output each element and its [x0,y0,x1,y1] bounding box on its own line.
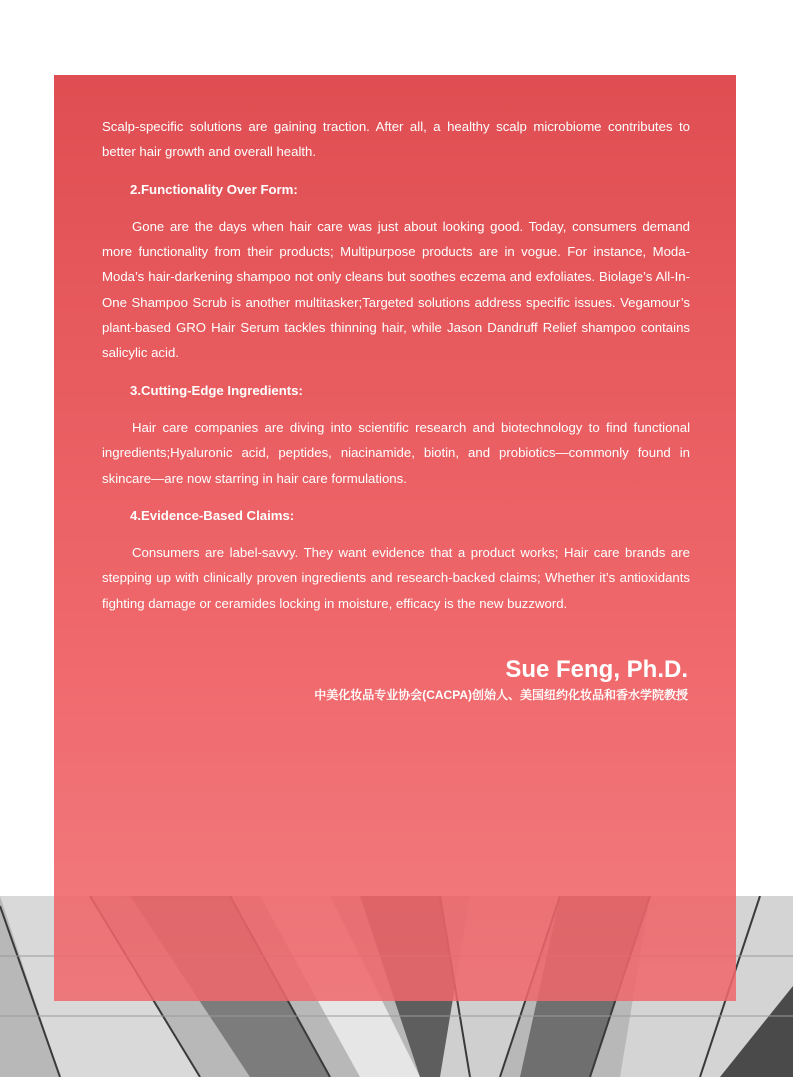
heading-functionality: 2.Functionality Over Form: [130,181,298,197]
paragraph-claims: Consumers are label-savvy. They want evidence that a product works; Hair care brands are stepping up with clinically proven ingredients and research-backed claims; Whether it’s antioxidants fighting damage or ceramides locking in moisture, efficacy is the new buzzword. [102,545,690,611]
author-name: Sue Feng, Ph.D. [505,656,688,683]
paragraph-scalp: Scalp-specific solutions are gaining traction. After all, a healthy scalp microbiome contributes to better hair growth and overall health. [102,119,690,160]
article-body [102,114,690,628]
article-card [54,75,736,1001]
paragraph-functionality: Gone are the days when hair care was just about looking good. Today, consumers demand more functionality from their products; Multipurpose products are in vogue. For instance, Moda-Moda’s hair-darkening shampoo not only cleans but soothes eczema and exfoliates. Biolage’s All-In-One Shampoo Scrub is another multitasker;Targeted solutions address specific issues. Vegamour’s plant-based GRO Hair Serum tackles thinning hair, while Jason Dandruff Relief shampoo contains salicylic acid. [102,218,690,361]
author-role: 中美化妆品专业协会(CACPA)创始人、美国纽约化妆品和香水学院教授 [314,688,688,702]
paragraph-ingredients: Hair care companies are diving into scientific research and biotechnology to find functional ingredients;Hyaluronic acid, peptides, niacinamide, biotin, and probiotics—commonly found in skincare—are now starring in hair care formulations. [102,419,690,486]
heading-ingredients: 3.Cutting-Edge Ingredients: [130,382,303,398]
heading-claims: 4.Evidence-Based Claims: [130,507,295,523]
author-signature [314,655,688,705]
